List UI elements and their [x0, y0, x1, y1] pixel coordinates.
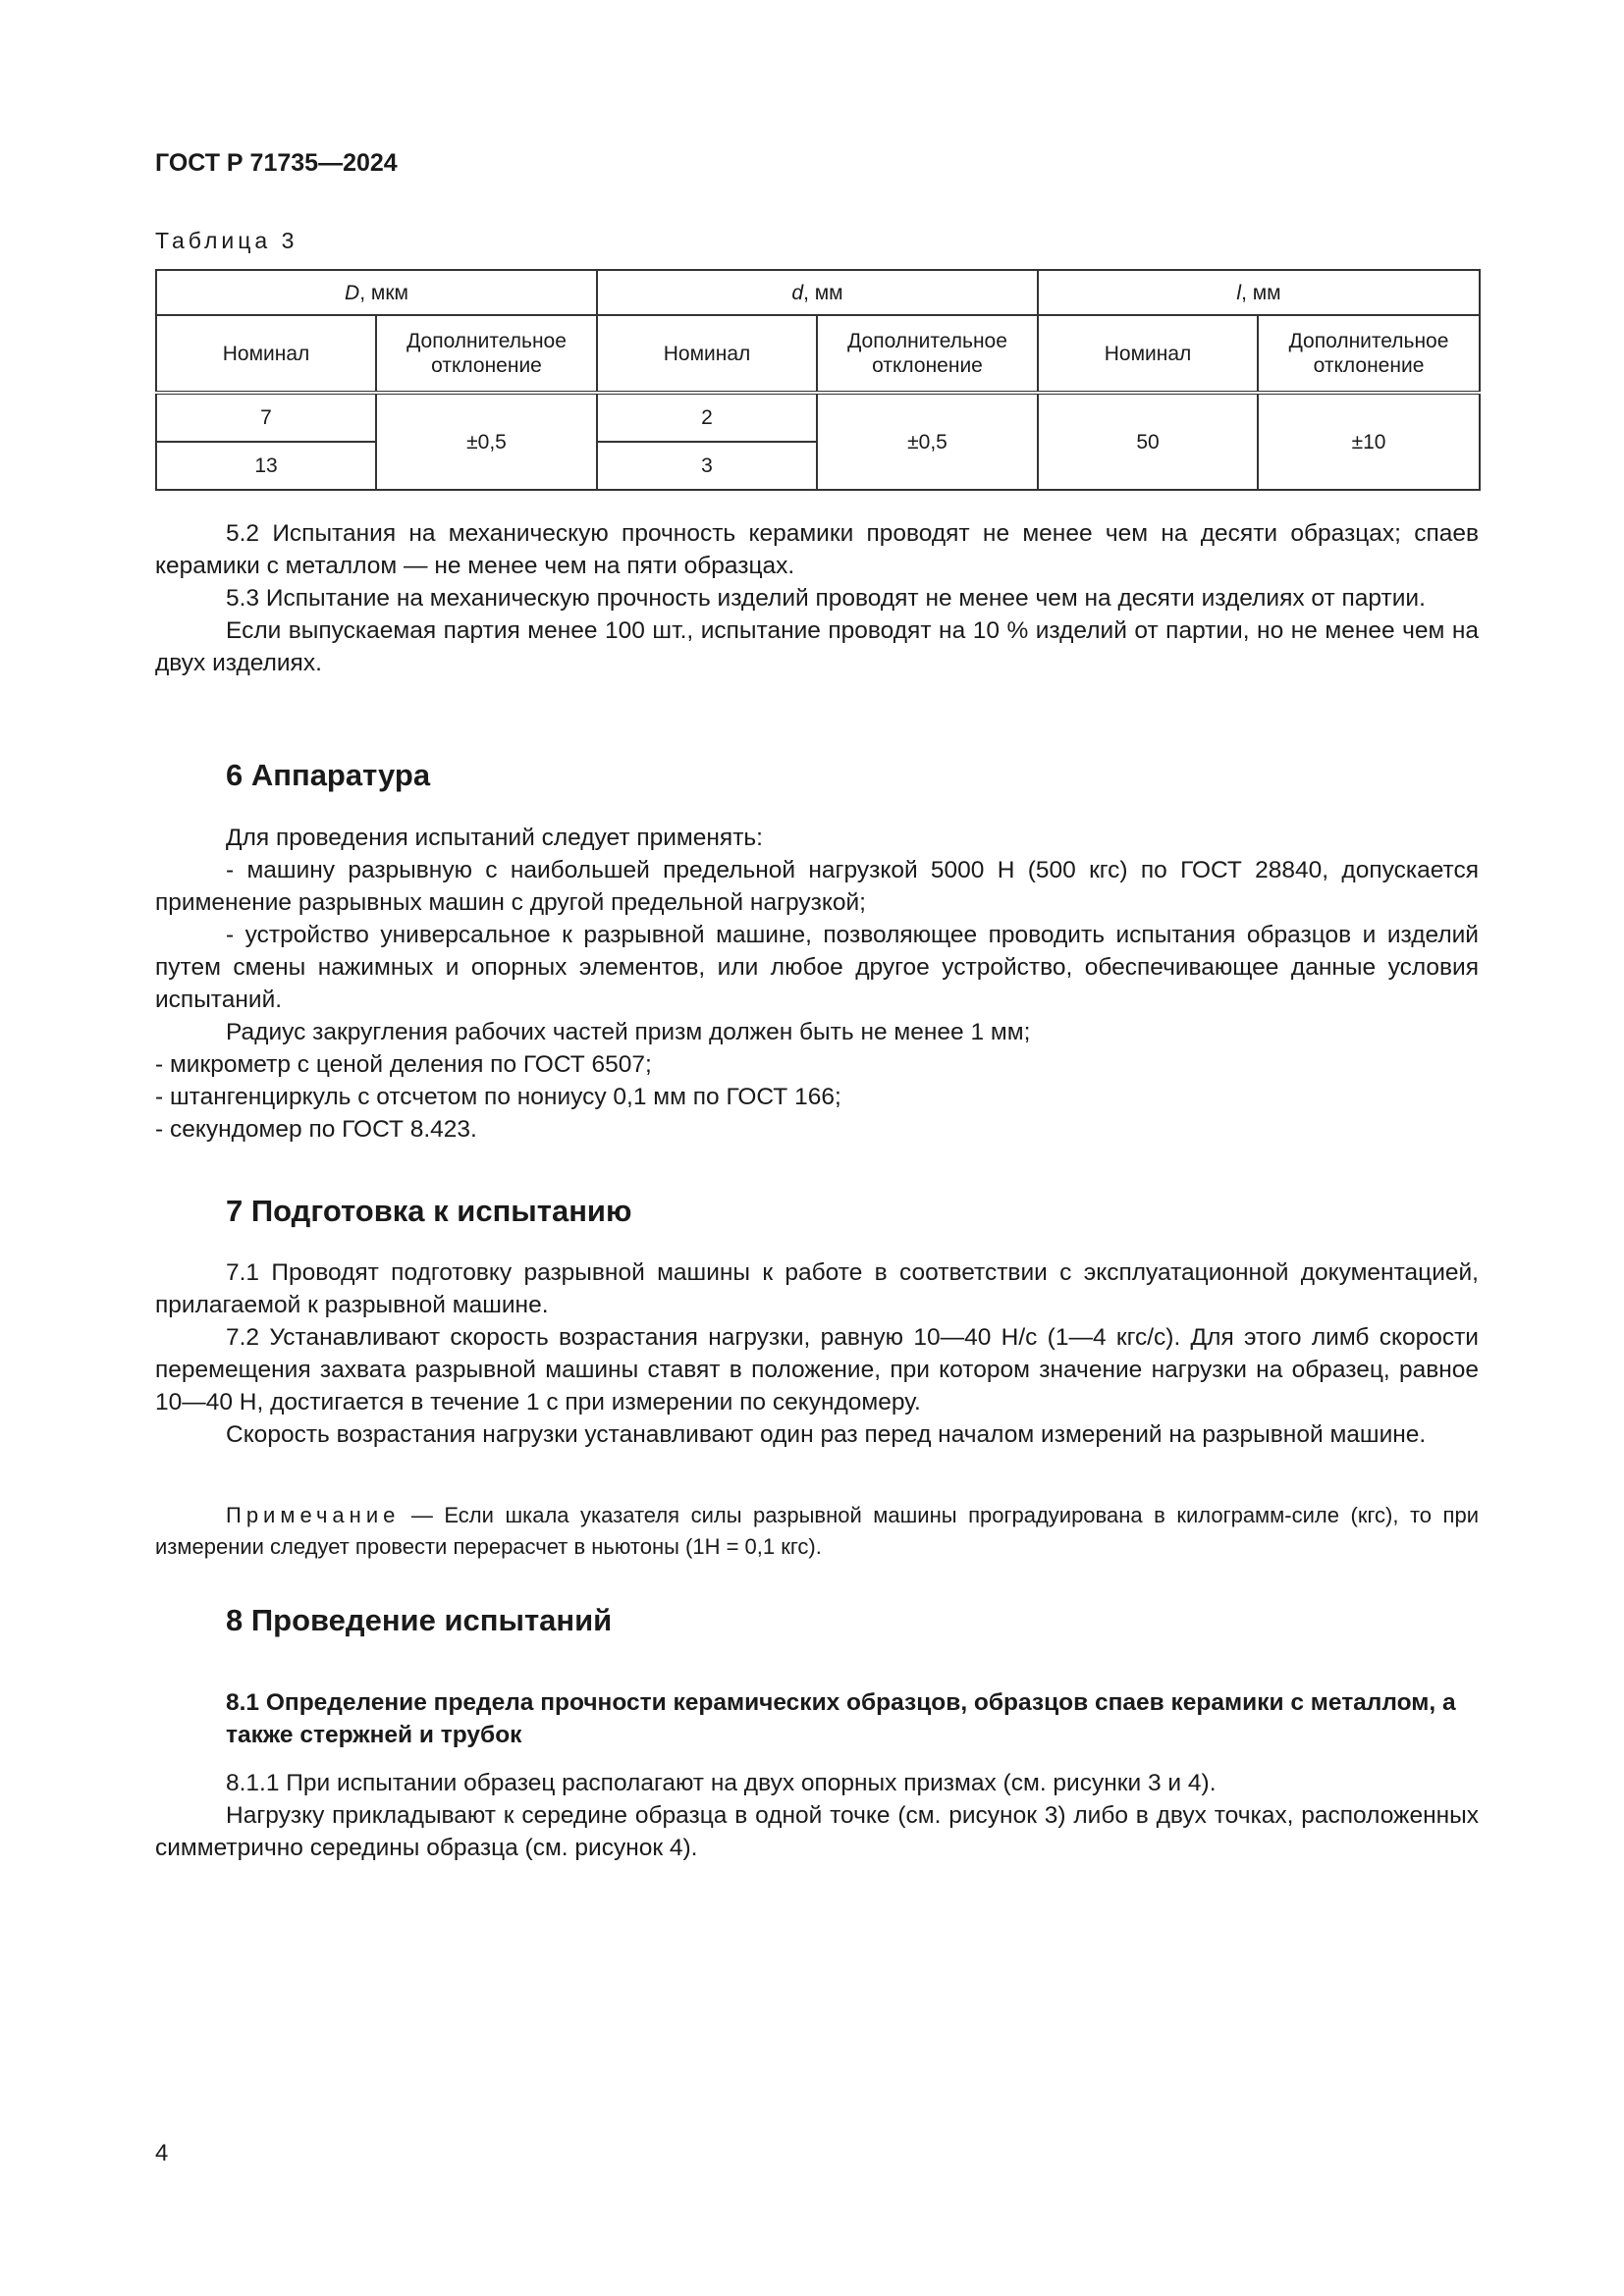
section-6-text [155, 822, 1479, 1146]
table-row [156, 393, 1480, 442]
list-item: - секундомер по ГОСТ 8.423. [155, 1116, 477, 1143]
cell-l-deviation: ±10 [1258, 393, 1480, 490]
section-8-text [155, 1767, 1479, 1864]
paragraph-5-3: 5.3 Испытание на механическую прочность изделий проводят не менее чем на десяти изделиях от партии. [226, 585, 1426, 612]
paragraph-5-2: 5.2 Испытания на механическую прочность керамики проводят не менее чем на десяти образцах; спаев керамики с металлом — не менее чем на пяти образцах. [155, 520, 1479, 579]
cell-d-nominal: 2 [597, 393, 817, 442]
table-3 [155, 269, 1481, 491]
paragraph-8-1-1: 8.1.1 При испытании образец располагают на двух опорных призмах (см. рисунки 3 и 4). [226, 1770, 1217, 1796]
list-item: - машину разрывную с наибольшей предельной нагрузкой 5000 Н (500 кгс) по ГОСТ 28840, допускается применение разрывных машин с другой предельной нагрузкой; [155, 857, 1479, 916]
header-D: D, мкм [156, 270, 597, 315]
note-text: — Если шкала указателя силы разрывной машины проградуирована в килограмм-силе (кгс), то при измерении следует провести перерасчет в ньютоны (1Н = 0,1 кгс). [155, 1503, 1479, 1559]
paragraph-radius: Радиус закругления рабочих частей призм должен быть не менее 1 мм; [226, 1019, 1031, 1045]
subheader-nominal: Номинал [1038, 315, 1258, 393]
table-subheader-row [156, 315, 1480, 393]
paragraph-5-3-b: Если выпускаемая партия менее 100 шт., испытание проводят на 10 % изделий от партии, но не менее чем на двух изделиях. [155, 617, 1479, 676]
standard-id: ГОСТ Р 71735—2024 [155, 149, 398, 177]
paragraph-intro: Для проведения испытаний следует применять: [226, 825, 763, 851]
note [155, 1500, 1479, 1563]
cell-D-nominal: 13 [156, 442, 376, 490]
page-number: 4 [155, 2140, 169, 2166]
table-caption: Таблица 3 [155, 228, 298, 253]
cell-D-nominal: 7 [156, 393, 376, 442]
cell-D-deviation: ±0,5 [376, 393, 597, 490]
section-7-heading: 7 Подготовка к испытанию [226, 1194, 632, 1228]
table-header-row [156, 270, 1480, 315]
subheader-deviation: Дополнительное отклонение [817, 315, 1038, 393]
subheader-nominal: Номинал [156, 315, 376, 393]
subheader-deviation: Дополнительное отклонение [376, 315, 597, 393]
paragraph-7-1: 7.1 Проводят подготовку разрывной машины к работе в соответствии с эксплуатационной документацией, прилагаемой к разрывной машине. [155, 1259, 1479, 1318]
header-l: l, мм [1038, 270, 1480, 315]
paragraph-7-2-b: Скорость возрастания нагрузки устанавливают один раз перед началом измерений на разрывной машине. [226, 1421, 1427, 1448]
section-6-heading: 6 Аппаратура [226, 758, 431, 792]
section-7-text [155, 1256, 1479, 1451]
subheader-nominal: Номинал [597, 315, 817, 393]
list-item: - микрометр с ценой деления по ГОСТ 6507; [155, 1051, 652, 1078]
cell-d-nominal: 3 [597, 442, 817, 490]
subsection-8-1-heading: 8.1 Определение предела прочности керамических образцов, образцов спаев керамики с металлом, а также стержней и трубок [226, 1689, 1456, 1748]
note-label: Примечание [226, 1503, 401, 1527]
paragraph-7-2: 7.2 Устанавливают скорость возрастания нагрузки, равную 10—40 Н/с (1—4 кгс/с). Для этого лимб скорости перемещения захвата разрывной машины ставят в положение, при котором значение нагрузки на образец, равное 10—40 Н, достигается в течение 1 с при измерении по секундомеру. [155, 1324, 1479, 1415]
list-item: - штангенциркуль с отсчетом по нониусу 0,1 мм по ГОСТ 166; [155, 1084, 841, 1110]
cell-d-deviation: ±0,5 [817, 393, 1038, 490]
subheader-deviation: Дополнительное отклонение [1258, 315, 1480, 393]
cell-l-nominal: 50 [1038, 393, 1258, 490]
header-d: d, мм [597, 270, 1038, 315]
section-5-text [155, 517, 1479, 679]
list-item: - устройство универсальное к разрывной машине, позволяющее проводить испытания образцов и изделий путем смены нажимных и опорных элементов, или любое другое устройство, обеспечивающее данные условия испытаний. [155, 922, 1479, 1013]
section-8-heading: 8 Проведение испытаний [226, 1603, 613, 1637]
paragraph-8-1-1-b: Нагрузку прикладывают к середине образца в одной точке (см. рисунок 3) либо в двух точках, расположенных симметрично середины образца (см. рисунок 4). [155, 1802, 1479, 1861]
